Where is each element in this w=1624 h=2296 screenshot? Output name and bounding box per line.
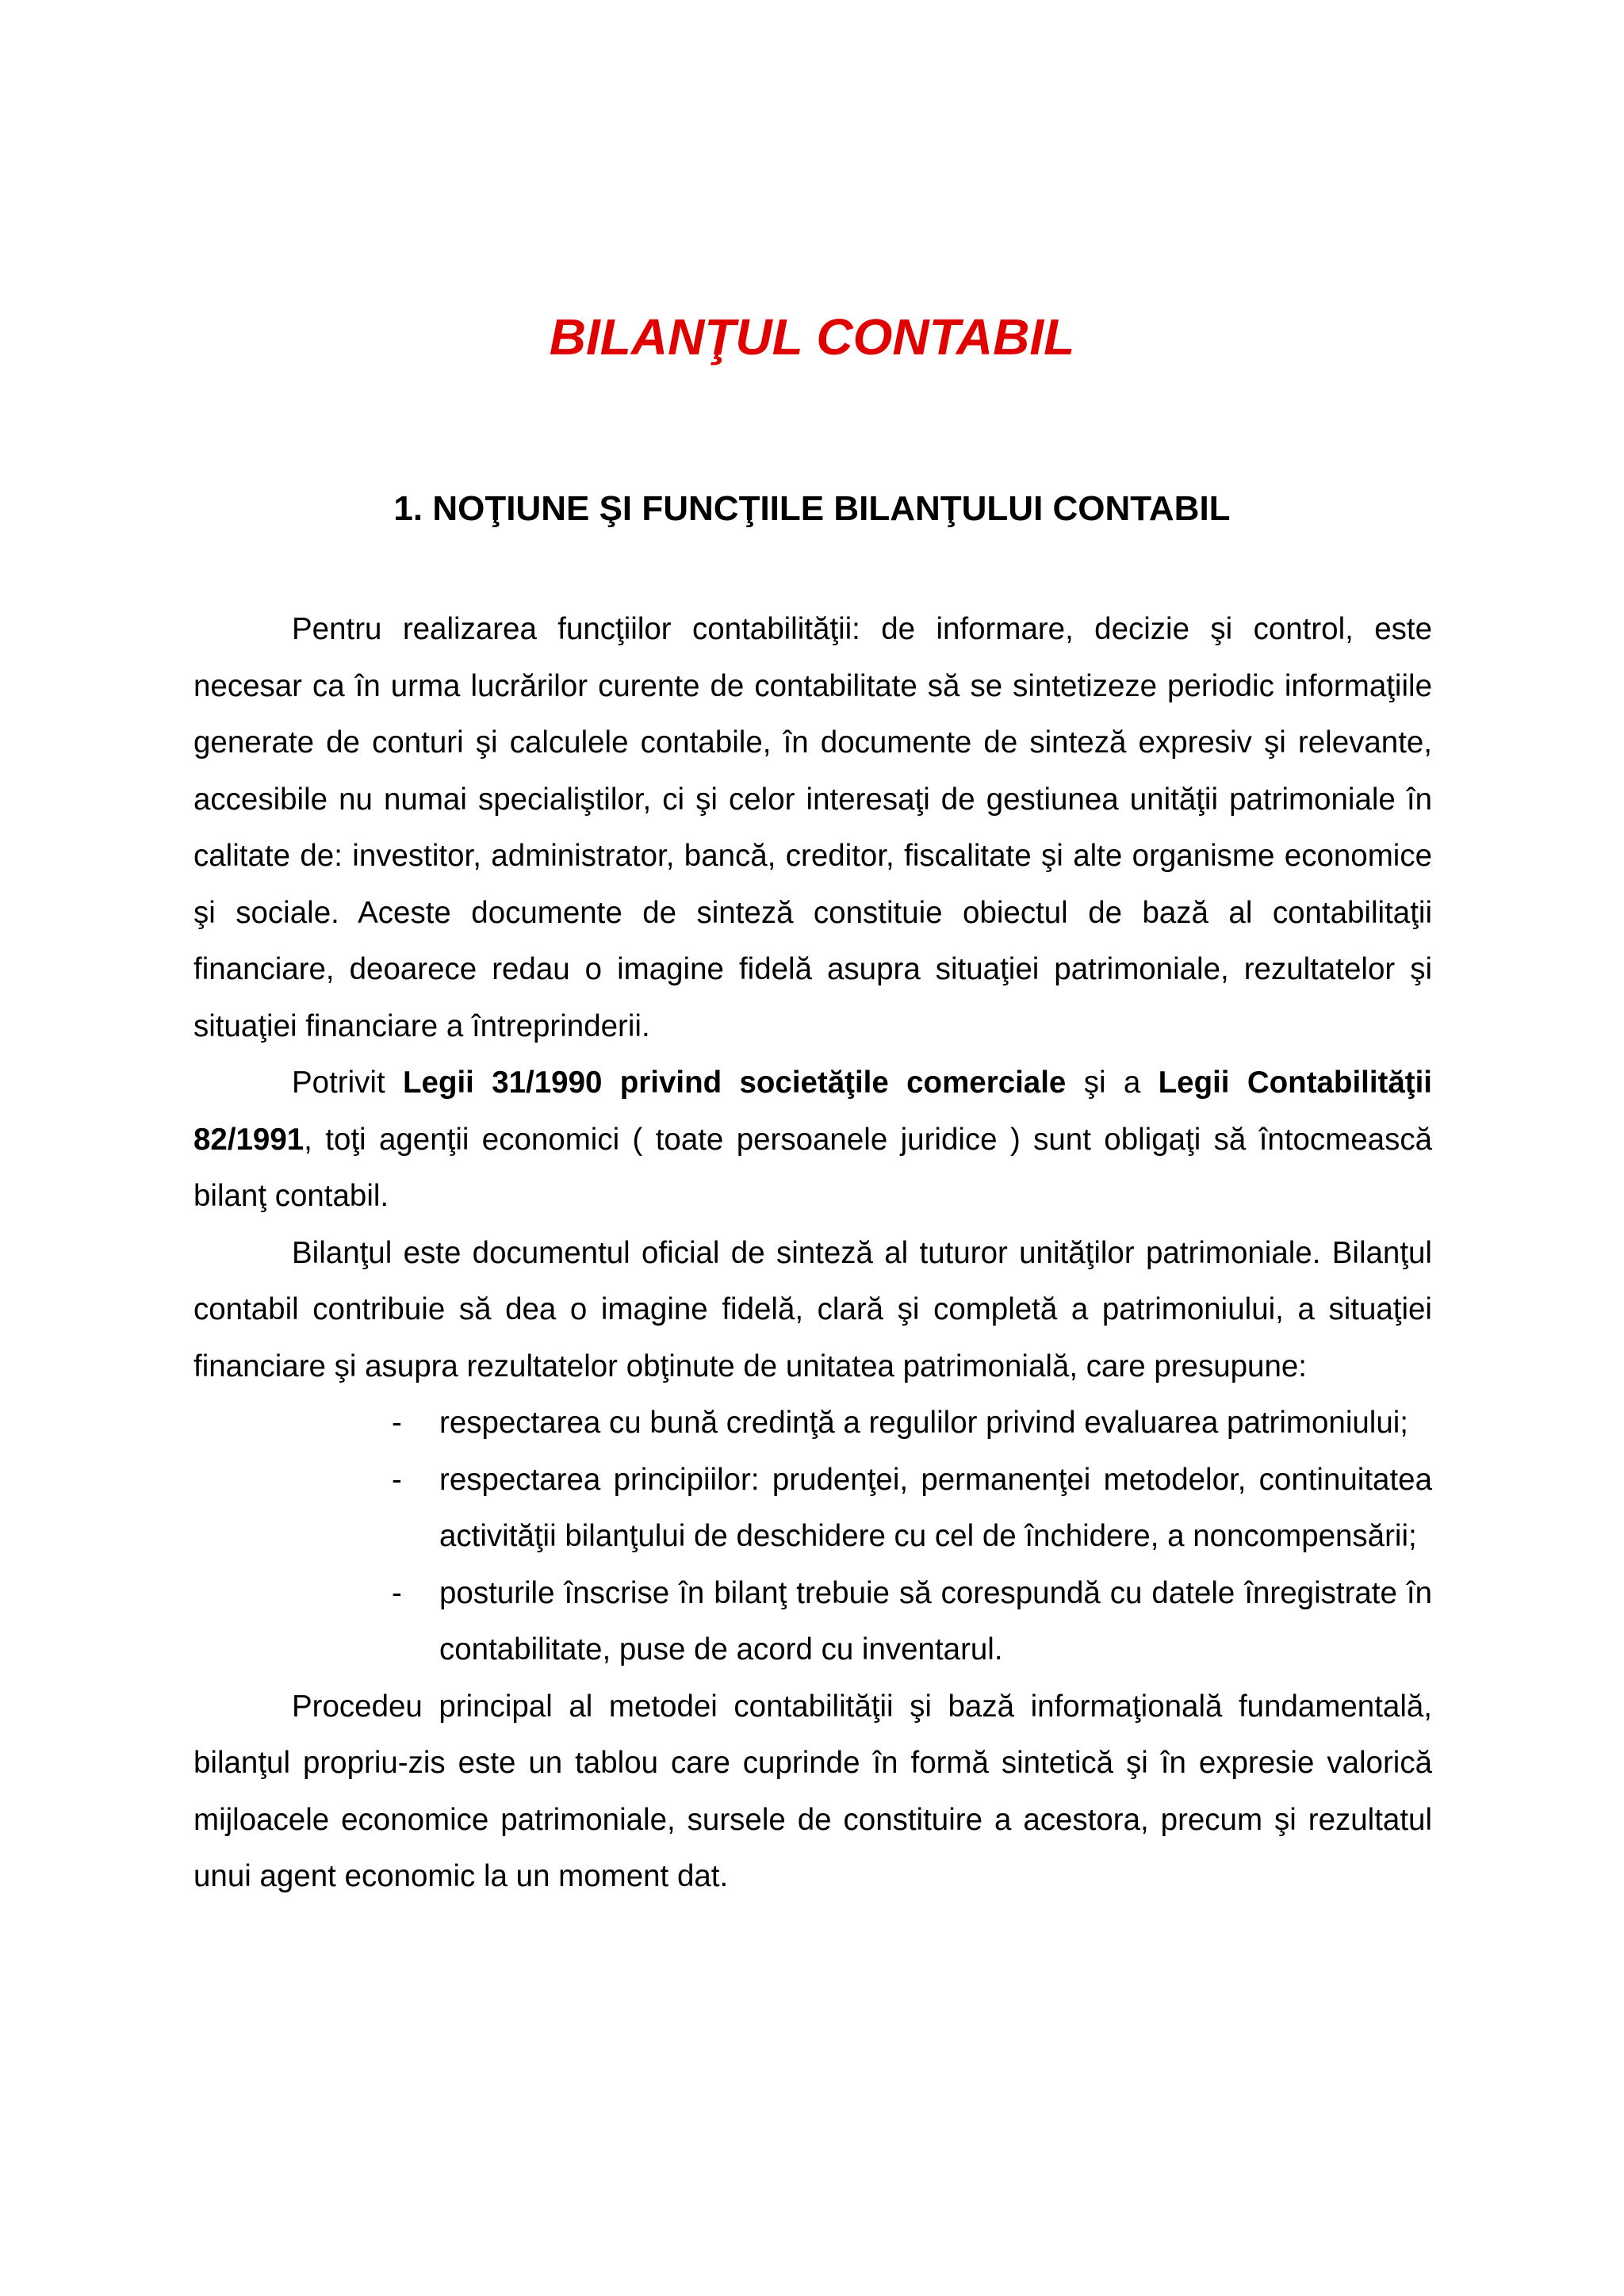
legal-basis-rest: , toţi agenţii economici ( toate persoanele juridice ) sunt obligaţi să întocmească bilanţ contabil. — [193, 1122, 1432, 1213]
paragraph-intro: Pentru realizarea funcţiilor contabilităţii: de informare, decizie şi control, este necesar ca în urma lucrărilor curente de contabilitate să se sintetizeze periodic informaţiile generate de conturi şi calculele contabile, în documente de sinteză expresiv şi relevante, accesibile nu numai specialiştilor, ci şi celor interesaţi de gestiunea unităţii patrimoniale în calitate de: investitor, administrator, bancă, creditor, fiscalitate şi alte organisme economice şi sociale. Aceste documente de sinteză constituie obiectul de bază al contabilitaţii financiare, deoarece redau o imagine fidelă asupra situaţiei patrimoniale, rezultatelor şi situaţiei financiare a întreprinderii. — [193, 612, 1432, 1043]
legal-basis-connector: şi a — [1066, 1066, 1159, 1100]
paragraph-definition: Bilanţul este documentul oficial de sinteză al tuturor unităţilor patrimoniale. Bilanţul contabil contribuie să dea o imagine fidelă, clară şi completă a patrimoniului, a situaţiei financiare şi asupra rezultatelor obţinute de unitatea patrimonială, care presupune: — [193, 1235, 1432, 1383]
bullet-marker: - — [392, 1462, 402, 1497]
list-item — [392, 1395, 1432, 1452]
law-reference-82-1991: Legii Contabilităţii 82/1991 — [193, 1066, 1432, 1157]
law-reference-31-1990: Legii 31/1990 privind societăţile comerciale — [403, 1066, 1067, 1100]
paragraph-procedure: Procedeu principal al metodei contabilităţii şi bază informaţională fundamentală, bilanţul propriu-zis este un tablou care cuprinde în formă sintetică şi în expresie valorică mijloacele economice patrimoniale, sursele de constituire a acestora, precum şi rezultatul unui agent economic la un moment dat. — [193, 1689, 1432, 1893]
legal-basis-intro: Potrivit — [292, 1066, 404, 1100]
bullet-marker: - — [392, 1575, 402, 1610]
list-item-text: respectarea principiilor: prudenţei, permanenţei metodelor, continuitatea activităţii bilanţului de deschidere cu cel de închidere, a noncompensării; — [439, 1462, 1432, 1553]
paragraph-legal-basis — [193, 1054, 1432, 1225]
list-item-text: posturile înscrise în bilanţ trebuie să corespundă cu datele înregistrate în contabilitate, puse de acord cu inventarul. — [439, 1575, 1432, 1667]
section-heading: 1. NOŢIUNE ŞI FUNCŢIILE BILANŢULUI CONTABIL — [393, 489, 1231, 528]
bullet-marker: - — [392, 1406, 402, 1440]
requirements-list — [193, 1395, 1432, 1678]
list-item — [392, 1452, 1432, 1565]
body-text — [193, 601, 1432, 1905]
list-item-text: respectarea cu bună credinţă a regulilor privind evaluarea patrimoniului; — [439, 1406, 1408, 1440]
list-item — [392, 1565, 1432, 1678]
document-title: BILANŢUL CONTABIL — [549, 308, 1075, 365]
